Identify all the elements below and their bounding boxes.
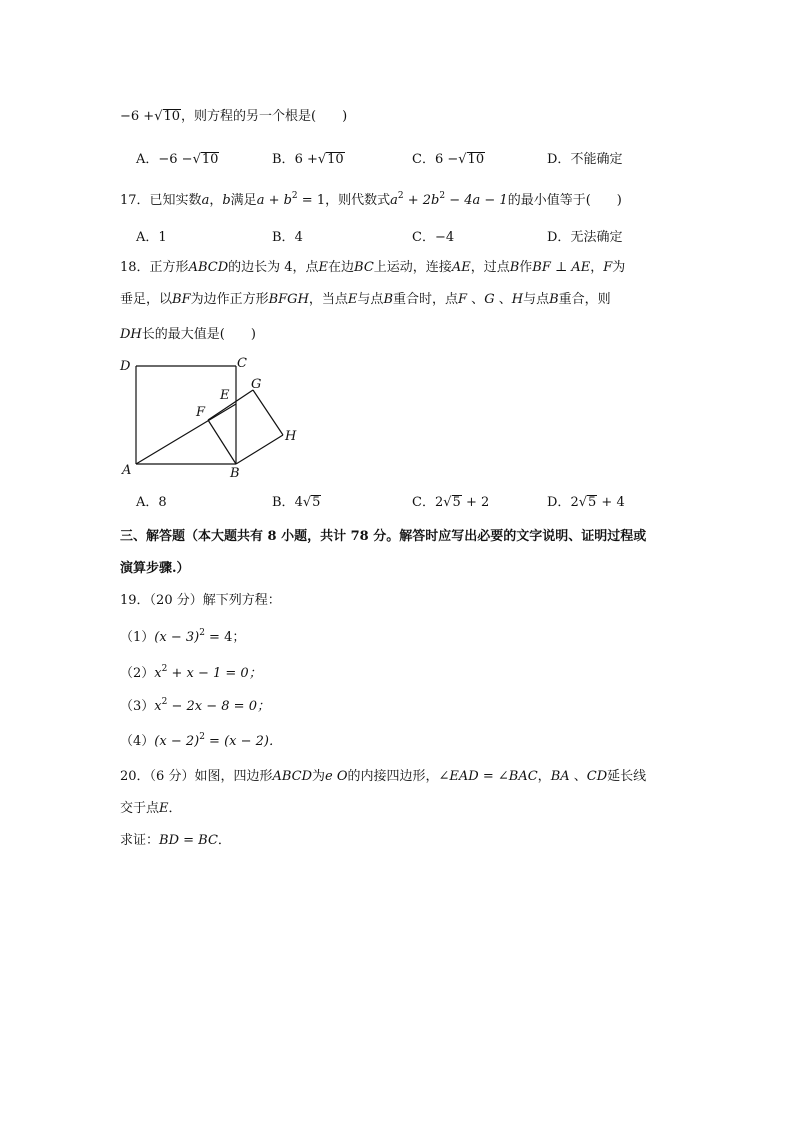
q16-option-b[interactable] (272, 150, 345, 170)
sqrt-sign: √ (317, 152, 327, 167)
q20-var: ABCD (272, 769, 313, 784)
q18-text: ， (590, 260, 604, 275)
label-a: A (122, 463, 132, 478)
q18-var: E (318, 260, 329, 275)
q20-proof: BD = BC (159, 833, 218, 848)
q18-text: 在边 (328, 260, 355, 275)
exponent: 2 (397, 191, 404, 201)
q17-text: ，则代数式 (325, 193, 391, 208)
option-label: A． (136, 495, 159, 510)
option-text: 4 (294, 230, 303, 245)
q18-text: 为边作正方形 (190, 292, 269, 307)
q18-var: E (347, 292, 358, 307)
option-pre: 4 (294, 495, 303, 510)
option-label: D． (547, 495, 571, 510)
option-radicand: 10 (327, 152, 344, 167)
option-label: C． (412, 495, 435, 510)
option-label: A． (136, 152, 159, 167)
q18-stem-line2 (120, 290, 611, 310)
option-radicand: 5 (588, 495, 597, 510)
q16-text: ，则方程的另一个根是( ) (181, 109, 348, 124)
q17-stem (120, 191, 622, 211)
item-eq: (x − 2) (154, 734, 200, 749)
option-pre: −6 − (158, 152, 193, 167)
option-label: C． (412, 230, 435, 245)
option-label: D． (547, 152, 571, 167)
option-text: 不能确定 (570, 152, 623, 167)
q17-text: ， (209, 193, 223, 208)
exponent: 2 (199, 628, 205, 638)
label-g: G (251, 377, 262, 392)
q20-line1 (120, 767, 646, 787)
question-number: 18． (120, 260, 150, 275)
q19-title: 19．（20 分）解下列方程： (120, 593, 281, 608)
q20-var: CD (586, 769, 608, 784)
option-pre: 2 (570, 495, 579, 510)
q18-text: 重合，则 (558, 292, 611, 307)
option-label: B． (272, 152, 295, 167)
q19-item-4 (120, 732, 282, 752)
q16-prefix: −6 + (120, 109, 155, 124)
q17-option-a[interactable] (136, 228, 167, 248)
q18-text: 垂足，以 (120, 292, 173, 307)
label-e: E (220, 388, 230, 403)
q18-var: BFGH (268, 292, 309, 307)
q18-text: ，当点 (308, 292, 348, 307)
q20-var: E (159, 801, 169, 816)
q20-text: 延长线 (607, 769, 647, 784)
q17-text: 满足 (230, 193, 257, 208)
option-label: A． (136, 230, 159, 245)
item-label: （3） (120, 699, 155, 714)
q18-text: 与点 (523, 292, 550, 307)
q17-option-b[interactable] (272, 228, 303, 248)
option-label: C． (412, 152, 435, 167)
q20-text: 求证： (120, 833, 160, 848)
q20-text: 、 (569, 769, 587, 784)
exponent: 2 (439, 191, 446, 201)
q18-text: 、 (494, 292, 512, 307)
option-text: 无法确定 (570, 230, 623, 245)
option-text: 1 (158, 230, 167, 245)
option-post: + 4 (597, 495, 625, 510)
label-c: C (237, 356, 247, 371)
item-eq: (x − 3) (154, 630, 200, 645)
q20-var: BA (550, 769, 570, 784)
q20-line2 (120, 799, 182, 819)
sqrt-sign: √ (443, 495, 452, 510)
q18-stem-line3 (120, 325, 256, 345)
exponent: 2 (161, 697, 168, 707)
q18-var: AE (451, 260, 471, 275)
q18-text: 为 (612, 260, 626, 275)
q18-var: DH (120, 327, 142, 342)
q18-text: 的边长为 4，点 (228, 260, 319, 275)
q17-text: 的最小值等于( ) (507, 193, 622, 208)
q20-text: ． (217, 833, 231, 848)
option-text: 8 (158, 495, 167, 510)
circle-symbol: e O (325, 769, 348, 784)
q17-expr: + 2b (403, 193, 440, 208)
q18-text: 、 (467, 292, 485, 307)
q18-var: B (549, 292, 559, 307)
item-tail: + x − 1 = 0； (167, 666, 262, 681)
geometry-figure (118, 356, 308, 486)
q18-text: 重合时，点 (393, 292, 459, 307)
segment-fg (208, 390, 253, 420)
item-eq: x (154, 666, 162, 681)
q20-text: 为 (312, 769, 326, 784)
q18-var: G (484, 292, 495, 307)
exponent: 2 (199, 732, 205, 742)
var-a: a (201, 193, 210, 208)
q17-expr: a (390, 193, 398, 208)
q18-var: F (458, 292, 468, 307)
q20-text: ， (537, 769, 551, 784)
option-label: D． (547, 230, 571, 245)
exponent: 2 (291, 191, 298, 201)
q20-text: ． (168, 801, 182, 816)
item-tail: = 4； (204, 630, 246, 645)
q16-radicand: 10 (163, 109, 181, 124)
q18-var: BC (354, 260, 374, 275)
q19-item-3 (120, 697, 270, 717)
q17-expr: − 4a − 1 (445, 193, 508, 208)
sqrt-sign: √ (458, 152, 467, 167)
option-pre: 2 (434, 495, 444, 510)
q18-var: BF (172, 292, 191, 307)
q20-text: 20．（6 分）如图，四边形 (120, 769, 273, 784)
section-heading-line1: 三、解答题（本大题共有 8 小题，共计 78 分。解答时应写出必要的文字说明、证明过程或 (120, 529, 647, 544)
q17-condition-tail: = 1 (297, 193, 326, 208)
q20-text: 交于点 (120, 801, 160, 816)
option-radicand: 5 (452, 495, 461, 510)
segment-ae (136, 404, 236, 464)
option-pre: 6 + (294, 152, 318, 167)
option-text: −4 (434, 230, 455, 245)
question-number: 17． (120, 193, 150, 208)
sqrt-sign: √ (578, 495, 588, 510)
item-tail: − 2x − 8 = 0； (167, 699, 270, 714)
q16-option-d[interactable] (547, 150, 622, 170)
option-radicand: 5 (312, 495, 321, 510)
segment-fb (208, 420, 236, 464)
item-eq: x (154, 699, 162, 714)
q19-item-1 (120, 628, 245, 648)
segment-hb (236, 435, 283, 464)
q18-text: 上运动，连接 (373, 260, 452, 275)
section-heading-line2: 演算步骤.） (120, 561, 190, 576)
sqrt-sign: √ (154, 109, 163, 124)
q18-stem-line1 (120, 258, 625, 278)
q18-var: BF ⊥ AE (532, 260, 591, 275)
exponent: 2 (161, 664, 168, 674)
q18-option-a[interactable] (136, 493, 167, 513)
q17-text: 已知实数 (149, 193, 202, 208)
option-radicand: 10 (201, 152, 219, 167)
q18-option-b[interactable] (272, 493, 321, 513)
label-f: F (196, 405, 206, 420)
q18-var: F (603, 260, 613, 275)
sqrt-sign: √ (192, 152, 201, 167)
q19-item-2 (120, 664, 262, 684)
q18-var: ABCD (188, 260, 229, 275)
item-label: （1） (120, 630, 155, 645)
q18-option-d[interactable] (547, 493, 625, 513)
q17-condition: a + b (256, 193, 292, 208)
q18-option-c[interactable] (412, 493, 489, 513)
option-post: + 2 (461, 495, 490, 510)
q18-var: H (511, 292, 524, 307)
label-h: H (285, 429, 297, 444)
sqrt-sign: √ (302, 495, 312, 510)
q20-text: 的内接四边形， (347, 769, 439, 784)
q17-option-c[interactable] (412, 228, 454, 248)
option-radicand: 10 (467, 152, 485, 167)
q20-line3 (120, 831, 231, 851)
item-tail: = (x − 2)． (204, 734, 282, 749)
item-label: （4） (120, 734, 155, 749)
q16-option-a[interactable] (136, 150, 219, 170)
segment-gh (253, 390, 283, 435)
item-label: （2） (120, 666, 155, 681)
q18-text: ，过点 (470, 260, 510, 275)
q18-var: B (509, 260, 520, 275)
option-pre: 6 − (434, 152, 459, 167)
q18-var: B (383, 292, 393, 307)
option-label: B． (272, 495, 295, 510)
q18-text: 与点 (357, 292, 384, 307)
option-label: B． (272, 230, 295, 245)
q16-stem (120, 107, 347, 127)
q18-text: 长的最大值是( ) (141, 327, 256, 342)
q17-option-d[interactable] (547, 228, 622, 248)
q16-option-c[interactable] (412, 150, 485, 170)
label-b: B (230, 466, 240, 481)
q18-text: 作 (519, 260, 533, 275)
var-b: b (222, 193, 231, 208)
q20-angle: ∠EAD = ∠BAC (438, 769, 538, 784)
q18-text: 正方形 (149, 260, 189, 275)
label-d: D (120, 359, 131, 374)
